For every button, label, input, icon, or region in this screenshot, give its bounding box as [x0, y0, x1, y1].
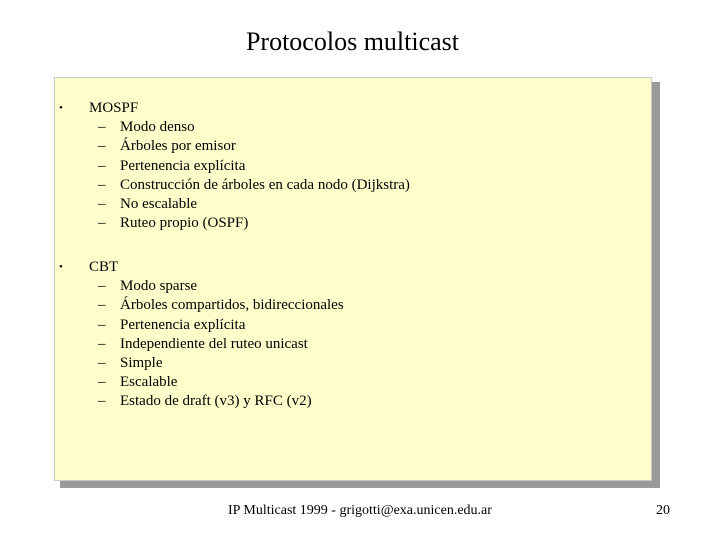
- dash-icon: –: [98, 316, 106, 333]
- list-item-text: Pertenencia explícita: [120, 157, 246, 174]
- dash-icon: –: [98, 157, 106, 174]
- list-item: [55, 335, 651, 354]
- dash-icon: –: [98, 176, 106, 193]
- list-item-text: Árboles compartidos, bidireccionales: [120, 297, 344, 314]
- section-cbt: [55, 258, 651, 412]
- section-heading: CBT: [89, 259, 119, 275]
- content-panel: [54, 77, 652, 481]
- list-item-text: Modo denso: [120, 119, 195, 136]
- list-item: [55, 296, 651, 315]
- section-heading-row: [55, 258, 651, 277]
- dash-icon: –: [98, 335, 106, 352]
- dash-icon: –: [98, 354, 106, 371]
- dash-icon: –: [98, 297, 106, 314]
- dash-icon: –: [98, 374, 106, 391]
- list-item: [55, 118, 651, 137]
- list-item: [55, 157, 651, 176]
- section-heading: MOSPF: [89, 100, 139, 116]
- list-item-text: Simple: [120, 354, 163, 371]
- section-mospf: [55, 99, 651, 233]
- list-item: [55, 195, 651, 214]
- bullet-icon: •: [59, 102, 63, 114]
- list-item: [55, 137, 651, 156]
- list-item-text: Construcción de árboles en cada nodo (Dijkstra): [120, 176, 410, 193]
- dash-icon: –: [98, 138, 106, 155]
- section-heading-row: [55, 99, 651, 118]
- dash-icon: –: [98, 278, 106, 295]
- list-item-text: Árboles por emisor: [120, 138, 236, 155]
- list-item-text: Ruteo propio (OSPF): [120, 215, 249, 232]
- list-item: [55, 392, 651, 411]
- list-item-text: Independiente del ruteo unicast: [120, 335, 308, 352]
- list-item-text: Pertenencia explícita: [120, 316, 246, 333]
- dash-icon: –: [98, 393, 106, 410]
- list-item: [55, 373, 651, 392]
- slide-title: Protocolos multicast: [245, 27, 460, 56]
- list-item: [55, 214, 651, 233]
- footer-text: IP Multicast 1999 - grigotti@exa.unicen.edu.ar: [228, 503, 492, 518]
- dash-icon: –: [98, 195, 106, 212]
- dash-icon: –: [98, 119, 106, 136]
- list-item-text: Modo sparse: [120, 278, 198, 295]
- dash-icon: –: [98, 215, 106, 232]
- list-item-text: Estado de draft (v3) y RFC (v2): [120, 393, 312, 410]
- list-item-text: No escalable: [120, 195, 198, 212]
- list-item: [55, 316, 651, 335]
- list-item: [55, 354, 651, 373]
- page-number: 20: [656, 503, 670, 518]
- list-item: [55, 176, 651, 195]
- list-item-text: Escalable: [120, 374, 178, 391]
- list-item: [55, 277, 651, 296]
- bullet-icon: •: [59, 261, 63, 273]
